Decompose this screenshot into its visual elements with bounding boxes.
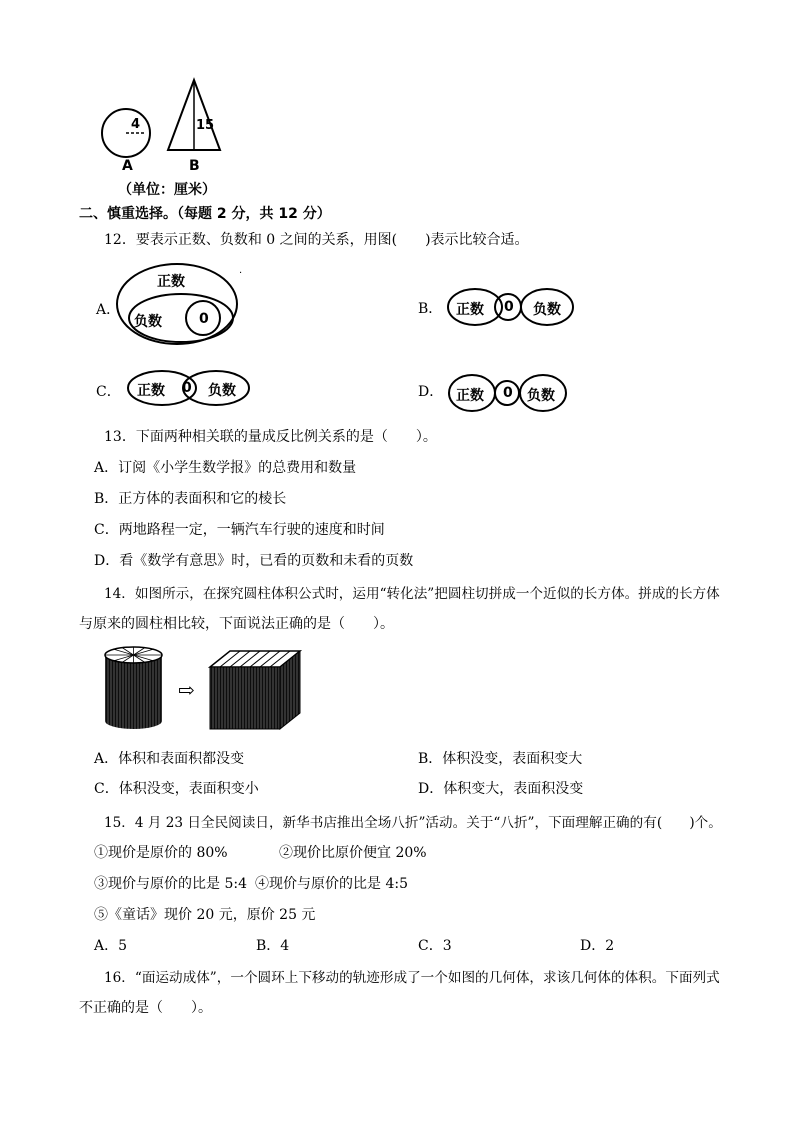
q12a-positive-label: 正数 [157, 274, 185, 290]
q12-option-d-letter: D． [418, 384, 444, 400]
circle-triangle-figure [90, 70, 260, 170]
question-13-text: 13．下面两种相关联的量成反比例关系的是（ ）。 [104, 429, 437, 445]
q12-option-c-letter: C． [96, 384, 121, 400]
q12-option-b-letter: B． [418, 301, 443, 317]
q12a-zero-label: 0 [199, 311, 209, 327]
q15-item-4: ④现价与原价的比是 4:5 [255, 876, 408, 892]
q15-option-d: D．2 [580, 938, 615, 954]
q15-item-3: ③现价与原价的比是 5:4 [94, 876, 247, 892]
q12-option-a-diagram [115, 258, 255, 350]
q12b-negative-label: 负数 [533, 302, 561, 318]
q13-option-d: D．看《数学有意思》时，已看的页数和未看的页数 [94, 553, 414, 569]
cylinder-to-cuboid-figure [100, 645, 310, 735]
q12d-negative-label: 负数 [527, 388, 555, 404]
q12d-positive-label: 正数 [456, 388, 484, 404]
question-14-line2: 与原来的圆柱相比较，下面说法正确的是（ ）。 [79, 616, 394, 632]
right-arrow-icon: ⇨ [178, 678, 195, 702]
question-16-line1: 16．“面运动成体”，一个圆环上下移动的轨迹形成了一个如图的几何体，求该几何体的体积。下面列式 [104, 970, 720, 986]
q15-option-c: C．3 [418, 938, 452, 954]
height-label: 15 [196, 118, 215, 133]
figure-label-a: A [122, 158, 133, 174]
q13-option-c: C．两地路程一定，一辆汽车行驶的速度和时间 [94, 522, 385, 538]
q12-option-a-letter: A． [96, 302, 121, 318]
cylinder-top-slices [105, 647, 162, 663]
q15-option-a: A．5 [94, 938, 128, 954]
svg-text:·: · [239, 268, 243, 279]
q15-option-b: B．4 [256, 938, 290, 954]
cuboid-front [210, 667, 280, 729]
q12b-positive-label: 正数 [456, 302, 484, 318]
figure-label-b: B [189, 158, 200, 174]
question-12-text: 12．要表示正数、负数和 0 之间的关系，用图( )表示比较合适。 [104, 232, 529, 248]
cylinder-bottom [105, 713, 162, 729]
radius-label: 4 [131, 117, 141, 132]
q14-option-a: A．体积和表面积都没变 [94, 751, 245, 767]
q15-item-5: ⑤《童话》现价 20 元，原价 25 元 [94, 907, 316, 923]
q13-option-a: A．订阅《小学生数学报》的总费用和数量 [94, 460, 357, 476]
q12a-negative-label: 负数 [134, 314, 162, 330]
q14-option-c: C．体积没变，表面积变小 [94, 781, 259, 797]
q14-option-d: D．体积变大，表面积没变 [418, 781, 584, 797]
q12c-negative-label: 负数 [208, 383, 236, 399]
q12c-zero-label: 0 [182, 380, 192, 396]
q13-option-b: B．正方体的表面积和它的棱长 [94, 491, 287, 507]
question-14-line1: 14．如图所示，在探究圆柱体积公式时，运用“转化法”把圆柱切拼成一个近似的长方体。拼成的长方体 [104, 586, 720, 602]
q15-item-2: ②现价比原价便宜 20% [279, 845, 427, 861]
q14-option-b: B．体积没变，表面积变大 [418, 751, 583, 767]
question-15-text: 15．4 月 23 日全民阅读日，新华书店推出全场八折”活动。关于“八折”，下面理解正确的有( )个。 [104, 815, 722, 831]
cylinder-body [105, 655, 162, 721]
q12d-zero-label: 0 [503, 385, 513, 401]
q12c-positive-label: 正数 [137, 383, 165, 399]
q15-item-1: ①现价是原价的 80% [94, 845, 228, 861]
section-title: 二、慎重选择。（每题 2 分，共 12 分） [79, 206, 331, 222]
question-16-line2: 不正确的是（ ）。 [79, 1000, 212, 1016]
unit-label: （单位：厘米） [118, 182, 216, 198]
q12b-zero-label: 0 [504, 299, 514, 315]
